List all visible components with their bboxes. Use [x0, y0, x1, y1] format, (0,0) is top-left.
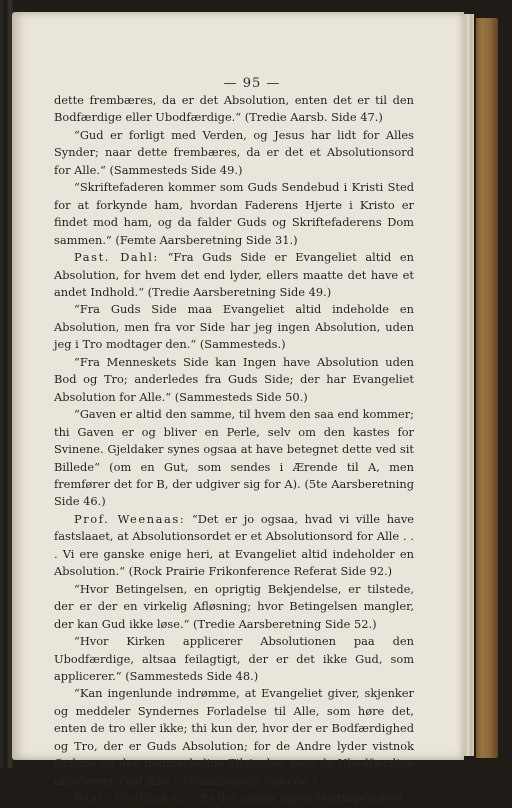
paragraph-text: “Er der altsaa ingen Modtagelighed — [191, 791, 403, 806]
paragraph — [54, 92, 414, 127]
paragraph — [54, 249, 414, 301]
paragraph-text: “Gaven er altid den samme, til hvem den saa end kommer; thi Gaven er og bliver en Perle, selv om den kastes for Svinene. Gjeldaker synes ogsaa at have betegnet dette ved sit Billede“ (om en Gut, som sendes i Ærende til A, men fremfører det for B, der udgiver sig for A). (5te Aarsberetning Side 46.) — [54, 407, 414, 509]
paragraph — [54, 581, 414, 633]
page-number: — 95 — — [223, 76, 281, 91]
paragraph — [54, 406, 414, 511]
speaker-name: Past. Dahl: — [74, 250, 159, 265]
paragraph — [54, 511, 414, 581]
speaker-name: Prof. Weenaas: — [74, 511, 186, 526]
paragraph — [54, 301, 414, 353]
paragraph — [54, 354, 414, 406]
book-cover-edge — [476, 18, 498, 758]
paragraph-text: dette frembæres, da er det Absolution, enten det er til den Bodfærdige eller Ubodfærdige.“ (Tredie Aarsb. Side 47.) — [54, 93, 414, 125]
paragraph — [54, 790, 414, 807]
paragraph-text: “Det er jo ogsaa, hvad vi ville have fastslaaet, at Absolutionsordet er et Absolutionsord for Alle . . . Vi ere ganske enige heri, at Evangeliet altid indeholder en Absolution.“ (Rock Prairie Frikonference Referat Side 92.) — [54, 511, 415, 579]
paragraph-text: “Hvor Betingelsen, en oprigtig Bekjendelse, er tilstede, der er der en virkelig Afløsning; hvor Betingelsen mangler, der kan Gud ikke løse.“ (Tredie Aarsberetning Side 52.) — [54, 581, 414, 631]
paragraph-text: “Fra Guds Side maa Evangeliet altid indeholde en Absolution, men fra vor Side har jeg ingen Absolution, uden jeg i Tro modtager den.“ (Sammesteds.) — [54, 302, 414, 352]
body-text — [54, 92, 414, 808]
paragraph — [54, 685, 414, 790]
paragraph-text: “Fra Guds Side er Evangeliet altid en Absolution, for hvem det end lyder, ellers maatte det have et andet Indhold.“ (Tredie Aarsberetning Side 49.) — [54, 250, 414, 299]
paragraph — [54, 127, 414, 179]
paragraph-text: “Skriftefaderen kommer som Guds Sendebud i Kristi Sted for at forkynde ham, hvordan Faderens Hjerte i Kristo er findet mod ham, og da falder Guds og Skriftefaderens Dom sammen.“ (Femte Aarsberetning Side 31.) — [54, 180, 414, 247]
speaker-name: Past. Gjeldaker: — [74, 791, 192, 806]
paragraph — [54, 633, 414, 685]
paragraph-text: “Fra Menneskets Side kan Ingen have Absolution uden Bod og Tro; anderledes fra Guds Side; der har Evangeliet Absolution for Alle.“ (Sammesteds Side 50.) — [54, 354, 414, 404]
paragraph-text: “Hvor Kirken applicerer Absolutionen paa den Ubodfærdige, altsaa feilagtigt, der er det ikke Gud, som applicerer.“ (Sammesteds Side 48.) — [54, 634, 414, 683]
paragraph — [54, 179, 414, 249]
paragraph-text: “Gud er forligt med Verden, og Jesus har lidt for Alles Synder; naar dette frembæres, da er det et Absolutionsord for Alle.“ (Sammesteds Side 49.) — [54, 127, 414, 177]
paragraph-text: “Kan ingenlunde indrømme, at Evangeliet giver, skjenker og meddeler Syndernes Forladelse til Alle, som høre det, enten de tro eller ikke; thi kun der, hvor der er Bodfærdighed og Tro, der er Guds Absolution; for de Andre lyder vistnok Ordene og den menneskelige Tilsigelse, men de Ubodfærdige absolverer Gud ikke.“ (Sammesteds Side 66.) — [54, 686, 414, 788]
